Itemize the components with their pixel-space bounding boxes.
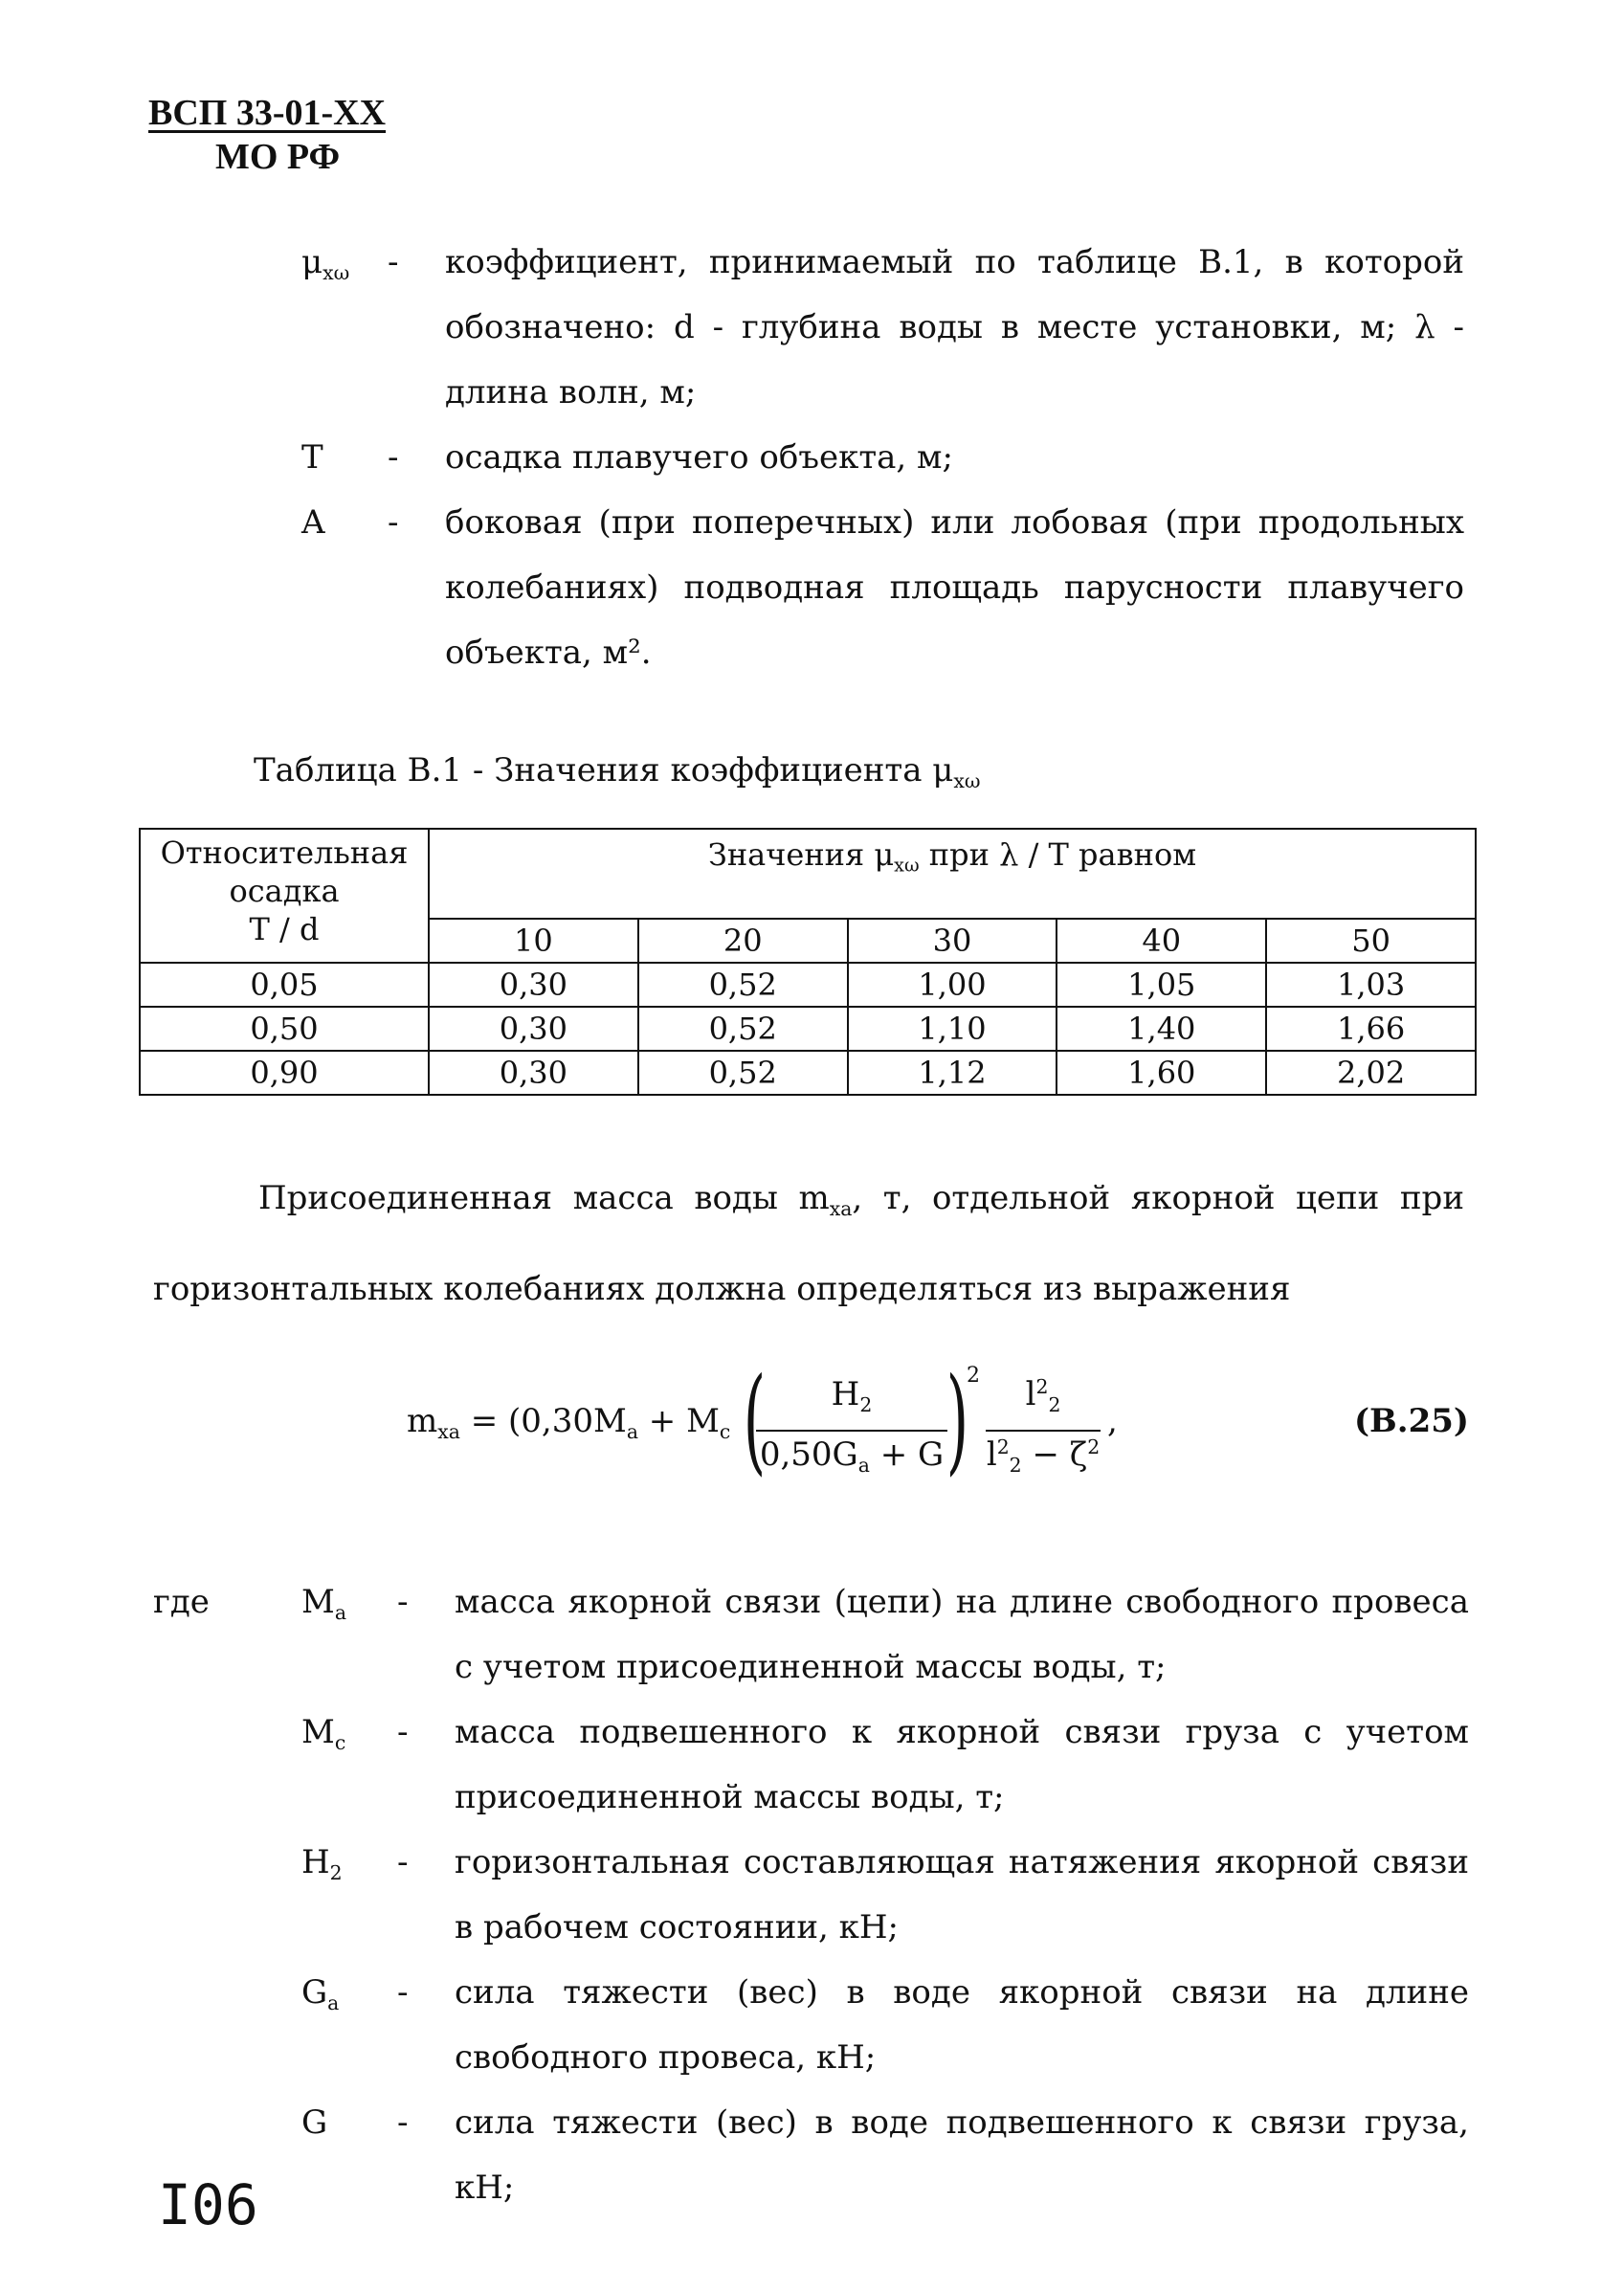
definition-item xyxy=(153,1830,1469,1960)
definition-dash: - xyxy=(397,1583,409,1621)
formula-comma: , xyxy=(1107,1402,1118,1440)
definition-text: масса якорной связи (цепи) на длине свободного провеса с учетом присоединенной массы воды, т; xyxy=(455,1583,1469,1686)
formula-paren-left: ( xyxy=(743,1354,767,1487)
definition-text: масса подвешенного к якорной связи груза с учетом присоединенной массы воды, т; xyxy=(455,1713,1469,1816)
table-cell: 1,40 xyxy=(1057,1007,1266,1051)
document-header xyxy=(148,91,386,179)
definition-text: коэффициент, принимаемый по таблице В.1, в которой обозначено: d - глубина воды в месте установки, м; λ - длина волн, м; xyxy=(445,243,1464,411)
definition-item xyxy=(153,1960,1469,2090)
table-column-header: 40 xyxy=(1057,919,1266,963)
definition-item xyxy=(301,230,1464,425)
table-row xyxy=(140,1007,1476,1051)
definitions-bottom xyxy=(153,1569,1469,2220)
table-cell: 0,52 xyxy=(638,1051,848,1095)
definition-item xyxy=(153,1569,1469,1700)
definition-text: боковая (при поперечных) или лобовая (при продольных колебаниях) подводная площадь парусности плавучего объекта, м². xyxy=(445,503,1464,672)
definition-symbol: $H_2$ xyxy=(301,1843,343,1885)
formula-paren-right: ) xyxy=(945,1354,969,1487)
formula-power: 2 xyxy=(967,1364,980,1388)
table-cell: 1,60 xyxy=(1057,1051,1266,1095)
definition-item xyxy=(301,490,1464,685)
table-cell: 1,00 xyxy=(848,963,1057,1007)
coefficient-table xyxy=(139,828,1477,1096)
formula-b25 xyxy=(407,1354,1469,1507)
table-cell: 1,10 xyxy=(848,1007,1057,1051)
definition-text: горизонтальная составляющая натяжения якорной связи в рабочем состоянии, кН; xyxy=(455,1843,1469,1946)
definition-item xyxy=(153,2090,1469,2220)
table-cell: 1,03 xyxy=(1266,963,1476,1007)
table-cell: 0,30 xyxy=(429,1051,638,1095)
definition-symbol: $G_a$ xyxy=(301,1973,340,2015)
table-cell: 0,30 xyxy=(429,963,638,1007)
definition-text: сила тяжести (вес) в воде якорной связи на длине свободного провеса, кН; xyxy=(455,1973,1469,2077)
definition-dash: - xyxy=(397,1843,409,1881)
paragraph-line: Присоединенная масса воды $m_{xa}$, т, отдельной якорной цепи при xyxy=(258,1179,1464,1221)
table-column-header: 20 xyxy=(638,919,848,963)
table-group-header: Значения $\mu_{x\omega}$ при λ / T равном xyxy=(429,829,1476,919)
table-column-header: 30 xyxy=(848,919,1057,963)
paragraph-line: горизонтальных колебаниях должна определяться из выражения xyxy=(153,1270,1291,1309)
formula-number: (В.25) xyxy=(1353,1402,1469,1440)
table-row-label: 0,05 xyxy=(140,963,429,1007)
body-paragraph xyxy=(153,1158,1464,1329)
fraction-numerator: $H_2$ xyxy=(756,1373,947,1432)
definition-text: осадка плавучего объекта, м; xyxy=(445,438,953,477)
where-word: где xyxy=(153,1583,210,1621)
document-organization: МО РФ xyxy=(215,137,341,177)
definition-dash: - xyxy=(388,438,399,477)
table-caption: Таблица В.1 - Значения коэффициента $\mu_{x\omega}$ xyxy=(254,751,981,793)
fraction-numerator: $l^2_2$ xyxy=(986,1373,1101,1432)
definition-text: сила тяжести (вес) в воде подвешенного к связи груза, кН; xyxy=(455,2103,1469,2207)
definition-dash: - xyxy=(388,503,399,542)
definition-dash: - xyxy=(397,2103,409,2142)
document-code: ВСП 33-01-XX xyxy=(148,93,387,133)
formula-fraction-1 xyxy=(756,1373,947,1488)
table-column-header: 10 xyxy=(429,919,638,963)
where-word xyxy=(153,1700,301,1830)
formula-fraction-2 xyxy=(986,1373,1101,1488)
fraction-denominator: $0,50G_a + G$ xyxy=(759,1435,945,1478)
table-cell: 2,02 xyxy=(1266,1051,1476,1095)
table-cell: 0,52 xyxy=(638,1007,848,1051)
table-cell: 1,66 xyxy=(1266,1007,1476,1051)
table-row xyxy=(140,963,1476,1007)
definition-symbol: $M_a$ xyxy=(301,1583,346,1625)
fraction-denominator: $l^2_2 - \zeta^2$ xyxy=(986,1435,1101,1478)
formula-lhs: $m_{xa} = (0,30M_a + M_c$ xyxy=(407,1402,731,1444)
definition-symbol: A xyxy=(301,503,325,542)
definition-item xyxy=(301,425,1464,490)
table-cell: 0,30 xyxy=(429,1007,638,1051)
table-cell: 1,05 xyxy=(1057,963,1266,1007)
table-row xyxy=(140,1051,1476,1095)
definition-symbol: T xyxy=(301,438,323,477)
definition-symbol: G xyxy=(301,2103,328,2142)
definition-symbol: $M_c$ xyxy=(301,1713,346,1755)
definition-dash: - xyxy=(397,1973,409,2012)
table-row-label: 0,90 xyxy=(140,1051,429,1095)
table-corner-header: Относительная осадка T / d xyxy=(140,829,429,963)
table-cell: 0,52 xyxy=(638,963,848,1007)
definitions-top xyxy=(301,230,1464,685)
table-column-header: 50 xyxy=(1266,919,1476,963)
definition-dash: - xyxy=(397,1713,409,1751)
definition-dash: - xyxy=(388,243,399,281)
table-cell: 1,12 xyxy=(848,1051,1057,1095)
definition-item xyxy=(153,1700,1469,1830)
table-row-label: 0,50 xyxy=(140,1007,429,1051)
where-word xyxy=(153,1960,301,2090)
definition-symbol: $\mu_{x\omega}$ xyxy=(301,243,350,285)
where-word xyxy=(153,1830,301,1960)
page-number: I06 xyxy=(158,2172,258,2237)
